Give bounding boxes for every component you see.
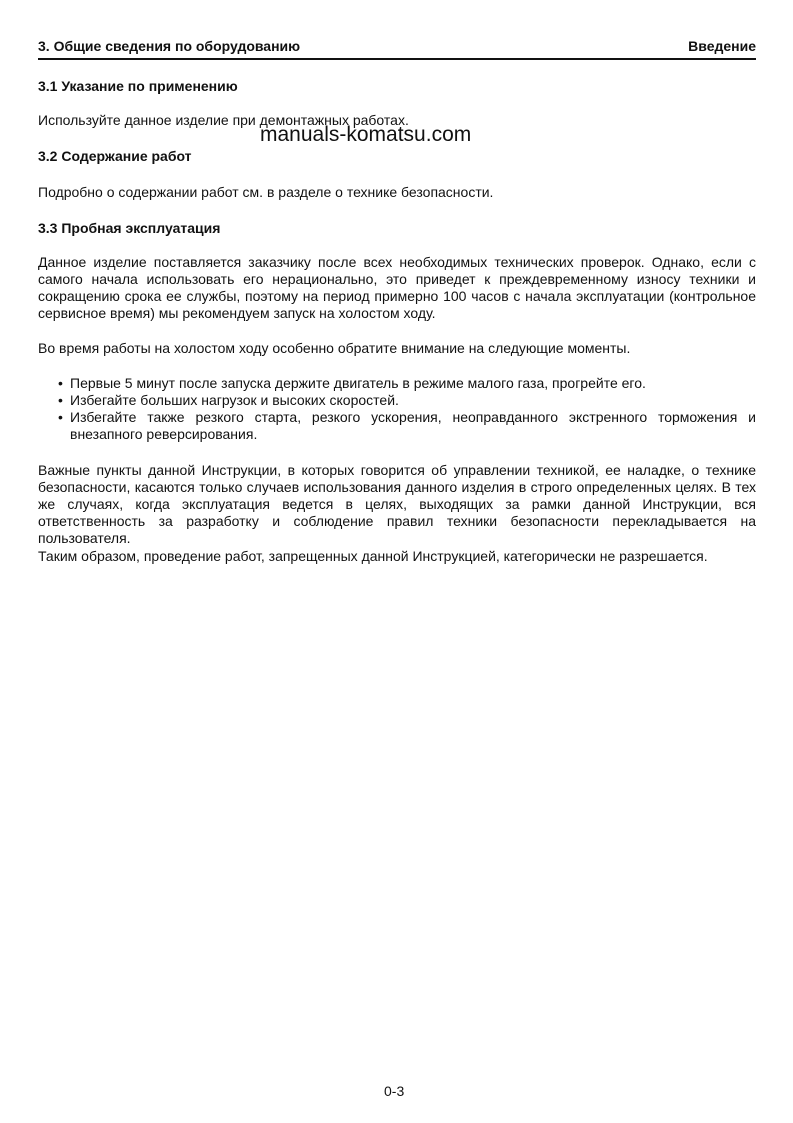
bullet-marker: •	[58, 375, 63, 391]
section-3-1-text: Используйте данное изделие при демонтажных работах.	[38, 112, 409, 128]
section-3-3-conclusion: Таким образом, проведение работ, запрещенных данной Инструкцией, категорически не разрешается.	[38, 548, 708, 564]
list-item-text: Избегайте также резкого старта, резкого ускорения, неоправданного экстренного торможения и внезапного реверсирования.	[70, 409, 756, 442]
section-3-2-text: Подробно о содержании работ см. в разделе о технике безопасности.	[38, 184, 494, 200]
list-item-text: Избегайте больших нагрузок и высоких скоростей.	[70, 392, 399, 408]
list-item	[58, 375, 756, 392]
page-number: 0-3	[384, 1083, 405, 1099]
idle-run-rules-list	[58, 375, 756, 443]
header-chapter-title: 3. Общие сведения по оборудованию	[38, 38, 301, 54]
section-3-2-title: 3.2 Содержание работ	[38, 148, 192, 164]
bullet-marker: •	[58, 392, 63, 408]
list-item	[58, 392, 756, 409]
bullet-marker: •	[58, 409, 63, 425]
section-3-3-intro: Данное изделие поставляется заказчику после всех необходимых технических проверок. Однако, если с самого начала использовать его нерационально, это приведет к преждевременному износу техники и сокращению срока ее службы, поэтому на период примерно 100 часов с начала эксплуатации (контрольное сервисное время) мы рекомендуем запуск на холостом ходу.	[38, 254, 756, 321]
list-item	[58, 409, 756, 443]
watermark-text: manuals-komatsu.com	[260, 123, 472, 146]
header-section-name: Введение	[688, 38, 756, 54]
list-item-text: Первые 5 минут после запуска держите двигатель в режиме малого газа, прогрейте его.	[70, 375, 646, 391]
page-header	[38, 38, 756, 60]
section-3-3-title: 3.3 Пробная эксплуатация	[38, 220, 221, 236]
section-3-3-attention: Во время работы на холостом ходу особенно обратите внимание на следующие моменты.	[38, 340, 631, 356]
section-3-3-important: Важные пункты данной Инструкции, в которых говорится об управлении техникой, ее наладке, о технике безопасности, касаются только случаев использования данного изделия в строго определенных целях. В тех же случаях, когда эксплуатация ведется в целях, выходящих за рамки данной Инструкции, вся ответственность за разработку и соблюдение правил техники безопасности перекладывается на пользователя.	[38, 462, 756, 546]
section-3-1-title: 3.1 Указание по применению	[38, 78, 238, 94]
